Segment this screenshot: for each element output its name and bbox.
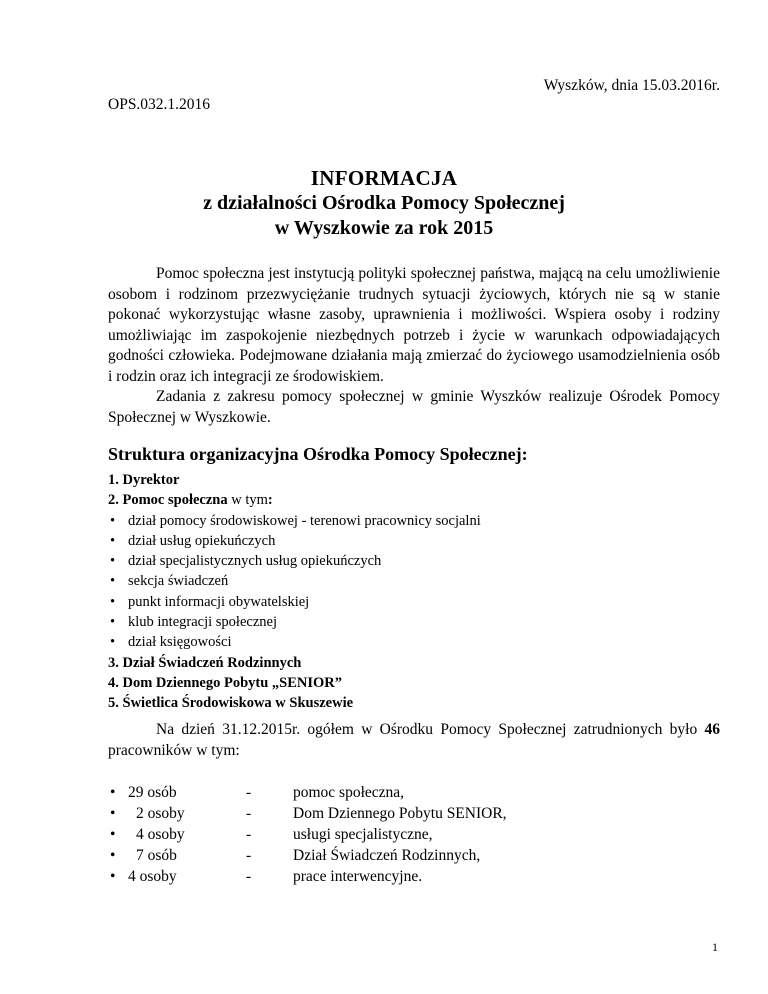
list-item xyxy=(108,511,720,531)
staff-area: prace interwencyjne. xyxy=(293,868,423,885)
structure-item-day-care-home: 4. Dom Dziennego Pobytu „SENIOR” xyxy=(108,674,343,691)
title-line-2: z działalności Ośrodka Pomocy Społecznej xyxy=(203,192,565,214)
dash-separator: - xyxy=(246,847,252,864)
list-item xyxy=(108,803,720,824)
sub-item-label: dział księgowości xyxy=(128,634,232,651)
structure-item-family-benefits: 3. Dział Świadczeń Rodzinnych xyxy=(108,654,302,671)
bullet-icon: • xyxy=(110,614,116,631)
staff-count: 7 osób xyxy=(136,847,177,864)
staff-text-before: Na dzień 31.12.2015r. ogółem w Ośrodku Pomocy Społecznej zatrudnionych było xyxy=(156,721,705,738)
bullet-icon: • xyxy=(110,532,116,549)
list-item xyxy=(108,592,720,612)
list-item xyxy=(108,551,720,571)
bullet-icon: • xyxy=(110,847,116,864)
structure-item-social-aid xyxy=(108,490,720,510)
structure-item-community-center: 5. Świetlica Środowiskowa w Skuszewie xyxy=(108,695,354,712)
staff-area: pomoc społeczna, xyxy=(293,784,405,801)
sub-item-label: punkt informacji obywatelskiej xyxy=(128,593,310,610)
title-line-1: INFORMACJA xyxy=(310,166,458,190)
bullet-icon: • xyxy=(110,805,116,822)
dash-separator: - xyxy=(246,784,252,801)
list-item xyxy=(108,782,720,803)
bullet-icon: • xyxy=(110,553,116,570)
list-item xyxy=(108,632,720,652)
staff-paragraph xyxy=(108,720,720,761)
bullet-icon: • xyxy=(110,784,116,801)
dash-separator: - xyxy=(246,805,252,822)
bullet-icon: • xyxy=(110,593,116,610)
staff-area: Dom Dziennego Pobytu SENIOR, xyxy=(293,805,507,822)
staff-text-after: pracowników w tym: xyxy=(108,741,240,759)
page-number: 1 xyxy=(712,940,718,954)
staff-count: 2 osoby xyxy=(136,805,185,822)
staff-area: usługi specjalistyczne, xyxy=(293,826,433,843)
social-aid-label: 2. Pomoc społeczna xyxy=(108,492,228,509)
structure-item-director: 1. Dyrektor xyxy=(108,472,180,488)
structure-heading: Struktura organizacyjna Ośrodka Pomocy Społecznej: xyxy=(108,444,528,464)
social-aid-suffix: w tym xyxy=(227,492,268,509)
dash-separator: - xyxy=(246,868,252,885)
bullet-icon: • xyxy=(110,573,116,590)
staff-area: Dział Świadczeń Rodzinnych, xyxy=(293,847,481,864)
list-item xyxy=(108,612,720,632)
sub-item-label: dział usług opiekuńczych xyxy=(128,532,276,549)
sub-item-label: dział pomocy środowiskowej - terenowi pracownicy socjalni xyxy=(128,512,481,529)
list-item xyxy=(108,571,720,591)
list-item xyxy=(108,866,720,887)
staff-breakdown-list xyxy=(108,782,720,887)
sub-item-label: sekcja świadczeń xyxy=(128,573,229,590)
document-title xyxy=(0,166,768,241)
staff-count: 29 osób xyxy=(128,784,177,801)
intro-paragraph-2: Zadania z zakresu pomocy społecznej w gminie Wyszków realizuje Ośrodek Pomocy Społecznej w Wyszkowie. xyxy=(108,388,720,426)
sub-item-label: dział specjalistycznych usług opiekuńczych xyxy=(128,553,382,570)
bullet-icon: • xyxy=(110,512,116,529)
bullet-icon: • xyxy=(110,868,116,885)
bullet-icon: • xyxy=(110,634,116,651)
social-aid-colon: : xyxy=(267,492,273,509)
intro-text xyxy=(108,264,720,428)
dash-separator: - xyxy=(246,826,252,843)
staff-count: 4 osoby xyxy=(136,826,185,843)
list-item xyxy=(108,531,720,551)
sub-item-label: klub integracji społecznej xyxy=(128,614,277,631)
document-reference: OPS.032.1.2016 xyxy=(108,96,211,113)
staff-count: 4 osoby xyxy=(128,868,177,885)
staff-total: 46 xyxy=(704,721,720,738)
bullet-icon: • xyxy=(110,826,116,843)
title-line-3: w Wyszkowie za rok 2015 xyxy=(274,217,494,239)
intro-paragraph-1: Pomoc społeczna jest instytucją polityki społecznej państwa, mającą na celu umożliwienie osobom i rodzinom przezwyciężanie trudnych sytuacji życiowych, których nie są w stanie pokonać wykorzystując własne zasoby, uprawnienia i możliwości. Wspiera osoby i rodziny umożliwiając im zaspokojenie niezbędnych potrzeb i życie w warunkach odpowiadających godności człowieka. Podejmowane działania mają zmierzać do życiowego usamodzielnienia osób i rodzin oraz ich integracji ze środowiskiem. xyxy=(108,265,720,385)
structure-list xyxy=(108,470,720,714)
list-item xyxy=(108,824,720,845)
list-item xyxy=(108,845,720,866)
place-date: Wyszków, dnia 15.03.2016r. xyxy=(543,77,720,94)
